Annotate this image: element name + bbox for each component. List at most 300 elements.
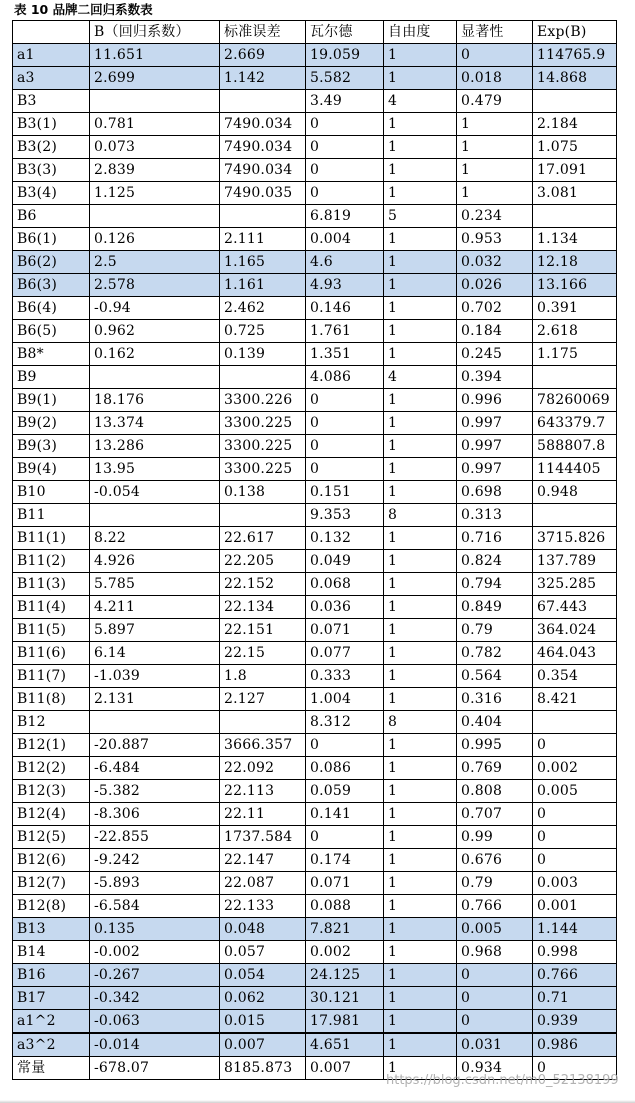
cell-standard-error: 3300.225 [220,458,306,481]
cell-exp-b: 588807.8 [533,435,617,458]
cell-wald: 0.049 [306,550,384,573]
table-row [13,320,617,343]
cell-exp-b: 78260069 [533,389,617,412]
table-row [13,504,617,527]
cell-coefficient: -0.002 [90,941,220,964]
cell-exp-b: 0 [533,849,617,872]
table-row [13,918,617,941]
cell-significance: 0.997 [457,435,533,458]
cell-wald: 0.007 [306,1057,384,1080]
cell-significance: 0 [457,1010,533,1034]
cell-df: 1 [384,688,457,711]
cell-variable: B11(4) [13,596,90,619]
cell-df: 1 [384,849,457,872]
cell-coefficient: 0.962 [90,320,220,343]
cell-exp-b: 17.091 [533,159,617,182]
cell-standard-error: 2.127 [220,688,306,711]
cell-coefficient: -5.893 [90,872,220,895]
cell-significance: 0.769 [457,757,533,780]
cell-standard-error: 2.111 [220,228,306,251]
table-row [13,757,617,780]
cell-df: 1 [384,803,457,826]
cell-variable: a1 [13,44,90,67]
header-variable [13,21,90,44]
cell-significance: 0.018 [457,67,533,90]
table-row [13,458,617,481]
cell-wald: 30.121 [306,987,384,1010]
cell-exp-b: 364.024 [533,619,617,642]
cell-standard-error: 3300.226 [220,389,306,412]
cell-df: 1 [384,297,457,320]
table-row [13,343,617,366]
cell-significance: 0.394 [457,366,533,389]
cell-standard-error: 0.054 [220,964,306,987]
cell-standard-error: 22.151 [220,619,306,642]
table-row [13,228,617,251]
watermark-text: https://blog.csdn.net/m0_52138199 [386,1073,619,1088]
table-row [13,987,617,1010]
cell-standard-error: 0.139 [220,343,306,366]
table-row [13,1033,617,1057]
cell-df: 1 [384,826,457,849]
cell-standard-error: 7490.034 [220,136,306,159]
cell-df: 1 [384,44,457,67]
table-row [13,1010,617,1034]
cell-standard-error: 1.8 [220,665,306,688]
cell-standard-error: 3666.357 [220,734,306,757]
table-row [13,366,617,389]
cell-coefficient: -1.039 [90,665,220,688]
cell-exp-b: 14.868 [533,67,617,90]
cell-variable: a1^2 [13,1010,90,1034]
cell-significance: 0.404 [457,711,533,734]
cell-exp-b: 0.001 [533,895,617,918]
cell-wald: 0 [306,159,384,182]
cell-coefficient: -678.07 [90,1057,220,1080]
cell-significance: 0.716 [457,527,533,550]
cell-standard-error [220,711,306,734]
cell-significance: 0.564 [457,665,533,688]
cell-coefficient: 13.374 [90,412,220,435]
cell-significance: 1 [457,113,533,136]
cell-standard-error: 2.669 [220,44,306,67]
table-row [13,941,617,964]
cell-wald: 0.151 [306,481,384,504]
table-row [13,412,617,435]
cell-coefficient: 0.073 [90,136,220,159]
cell-wald: 4.651 [306,1033,384,1057]
table-row [13,182,617,205]
cell-wald: 7.821 [306,918,384,941]
cell-coefficient: 4.211 [90,596,220,619]
cell-exp-b: 0.003 [533,872,617,895]
table-row [13,550,617,573]
cell-standard-error: 3300.225 [220,412,306,435]
cell-significance: 0.934 [457,1057,533,1080]
cell-wald: 19.059 [306,44,384,67]
cell-standard-error: 0.048 [220,918,306,941]
table-row [13,803,617,826]
cell-variable: B6(5) [13,320,90,343]
cell-coefficient: -0.267 [90,964,220,987]
cell-df: 1 [384,596,457,619]
cell-standard-error: 22.15 [220,642,306,665]
table-row [13,688,617,711]
cell-coefficient: -6.484 [90,757,220,780]
cell-exp-b [533,504,617,527]
cell-df: 1 [384,895,457,918]
cell-standard-error [220,205,306,228]
cell-standard-error: 0.057 [220,941,306,964]
cell-wald: 0.004 [306,228,384,251]
cell-coefficient [90,90,220,113]
cell-standard-error: 1.142 [220,67,306,90]
cell-exp-b: 0.998 [533,941,617,964]
header-standard-error: 标准误差 [220,21,306,44]
table-row [13,44,617,67]
cell-df: 1 [384,251,457,274]
cell-coefficient: 2.131 [90,688,220,711]
cell-exp-b: 1.075 [533,136,617,159]
table-row [13,872,617,895]
cell-exp-b: 3715.826 [533,527,617,550]
cell-standard-error: 2.462 [220,297,306,320]
cell-significance: 0.707 [457,803,533,826]
table-row [13,826,617,849]
cell-exp-b: 2.618 [533,320,617,343]
table-row [13,619,617,642]
table-row [13,527,617,550]
cell-df: 1 [384,527,457,550]
cell-variable: B12(3) [13,780,90,803]
cell-variable: B12(5) [13,826,90,849]
cell-coefficient: -6.584 [90,895,220,918]
cell-standard-error: 3300.225 [220,435,306,458]
cell-exp-b: 0 [533,826,617,849]
cell-variable: B12(8) [13,895,90,918]
table-row [13,573,617,596]
cell-df: 1 [384,481,457,504]
cell-standard-error: 7490.035 [220,182,306,205]
cell-wald: 0.088 [306,895,384,918]
cell-standard-error: 0.007 [220,1033,306,1057]
cell-significance: 0.698 [457,481,533,504]
cell-exp-b [533,205,617,228]
cell-variable: B11(2) [13,550,90,573]
cell-wald: 0.174 [306,849,384,872]
cell-variable: B14 [13,941,90,964]
cell-standard-error: 1.165 [220,251,306,274]
cell-significance: 0.968 [457,941,533,964]
cell-coefficient: 5.897 [90,619,220,642]
cell-standard-error: 22.152 [220,573,306,596]
cell-wald: 6.819 [306,205,384,228]
cell-significance: 0.997 [457,412,533,435]
table-body [13,44,617,1080]
cell-df: 1 [384,389,457,412]
cell-exp-b: 114765.9 [533,44,617,67]
cell-significance: 0.031 [457,1033,533,1057]
cell-coefficient: 18.176 [90,389,220,412]
table-row [13,251,617,274]
cell-wald: 8.312 [306,711,384,734]
cell-coefficient: 2.699 [90,67,220,90]
table-row [13,297,617,320]
cell-exp-b: 137.789 [533,550,617,573]
cell-variable: B3(3) [13,159,90,182]
cell-variable: B6 [13,205,90,228]
cell-df: 1 [384,1033,457,1057]
cell-df: 1 [384,343,457,366]
cell-standard-error: 7490.034 [220,113,306,136]
cell-coefficient: 0.162 [90,343,220,366]
cell-exp-b: 13.166 [533,274,617,297]
cell-standard-error: 1737.584 [220,826,306,849]
cell-variable: B16 [13,964,90,987]
cell-df: 1 [384,642,457,665]
cell-significance: 0.824 [457,550,533,573]
cell-coefficient: 2.5 [90,251,220,274]
cell-df: 1 [384,320,457,343]
cell-variable: B9(2) [13,412,90,435]
cell-df: 1 [384,182,457,205]
cell-coefficient: 2.839 [90,159,220,182]
cell-df: 1 [384,458,457,481]
cell-wald: 0.068 [306,573,384,596]
cell-significance: 0.026 [457,274,533,297]
cell-significance: 0.676 [457,849,533,872]
cell-exp-b: 0 [533,803,617,826]
cell-variable: B11 [13,504,90,527]
cell-wald: 0.077 [306,642,384,665]
cell-significance: 0.794 [457,573,533,596]
cell-coefficient: -0.342 [90,987,220,1010]
cell-coefficient: 11.651 [90,44,220,67]
header-df: 自由度 [384,21,457,44]
cell-standard-error: 22.113 [220,780,306,803]
cell-variable: B11(5) [13,619,90,642]
cell-exp-b: 12.18 [533,251,617,274]
cell-wald: 0.002 [306,941,384,964]
cell-variable: B13 [13,918,90,941]
cell-standard-error: 0.138 [220,481,306,504]
cell-significance: 0.316 [457,688,533,711]
cell-exp-b: 0.002 [533,757,617,780]
cell-variable: B3 [13,90,90,113]
cell-exp-b: 0.939 [533,1010,617,1034]
cell-wald: 0.146 [306,297,384,320]
cell-df: 1 [384,136,457,159]
cell-exp-b: 464.043 [533,642,617,665]
cell-wald: 0 [306,389,384,412]
cell-wald: 0 [306,182,384,205]
cell-df: 1 [384,872,457,895]
cell-coefficient: -5.382 [90,780,220,803]
cell-coefficient: -0.94 [90,297,220,320]
cell-wald: 5.582 [306,67,384,90]
cell-exp-b: 0 [533,734,617,757]
cell-wald: 0 [306,435,384,458]
header-wald: 瓦尔德 [306,21,384,44]
table-row [13,274,617,297]
cell-significance: 1 [457,136,533,159]
cell-coefficient: 13.95 [90,458,220,481]
cell-significance: 0.766 [457,895,533,918]
table-row [13,665,617,688]
cell-standard-error: 8185.873 [220,1057,306,1080]
cell-standard-error: 22.11 [220,803,306,826]
cell-exp-b: 0.354 [533,665,617,688]
table-row [13,113,617,136]
table-row [13,136,617,159]
table-row [13,734,617,757]
cell-coefficient: -9.242 [90,849,220,872]
cell-df: 1 [384,1010,457,1034]
table-row [13,481,617,504]
cell-exp-b: 1144405 [533,458,617,481]
cell-coefficient [90,366,220,389]
cell-standard-error: 22.617 [220,527,306,550]
cell-exp-b: 1.134 [533,228,617,251]
cell-wald: 1.761 [306,320,384,343]
cell-wald: 0.059 [306,780,384,803]
cell-df: 4 [384,90,457,113]
cell-standard-error: 1.161 [220,274,306,297]
cell-variable: B12(4) [13,803,90,826]
cell-wald: 0 [306,113,384,136]
table-row [13,205,617,228]
cell-df: 1 [384,228,457,251]
cell-coefficient: 8.22 [90,527,220,550]
cell-df: 1 [384,67,457,90]
cell-variable: B3(4) [13,182,90,205]
cell-significance: 0.245 [457,343,533,366]
cell-variable: B9 [13,366,90,389]
table-caption: 表 10 品牌二回归系数表 [14,2,153,17]
cell-wald: 0.086 [306,757,384,780]
table-row [13,895,617,918]
cell-significance: 0.996 [457,389,533,412]
cell-exp-b: 0.766 [533,964,617,987]
header-significance: 显著性 [457,21,533,44]
cell-df: 1 [384,550,457,573]
cell-coefficient: 4.926 [90,550,220,573]
cell-df: 1 [384,412,457,435]
cell-df: 4 [384,366,457,389]
table-row [13,67,617,90]
cell-exp-b: 0.391 [533,297,617,320]
cell-significance: 0.782 [457,642,533,665]
cell-variable: B12(1) [13,734,90,757]
cell-significance: 0.997 [457,458,533,481]
cell-wald: 1.351 [306,343,384,366]
cell-df: 1 [384,159,457,182]
cell-df: 1 [384,274,457,297]
cell-variable: B6(1) [13,228,90,251]
cell-variable: 常量 [13,1057,90,1080]
cell-wald: 0.071 [306,872,384,895]
cell-exp-b [533,711,617,734]
header-exp-b: Exp(B) [533,21,617,44]
cell-df: 8 [384,711,457,734]
cell-standard-error: 22.133 [220,895,306,918]
cell-wald: 17.981 [306,1010,384,1034]
table-header-row [13,21,617,44]
cell-significance: 0.808 [457,780,533,803]
cell-exp-b: 0.986 [533,1033,617,1057]
cell-variable: B8* [13,343,90,366]
cell-coefficient: -8.306 [90,803,220,826]
cell-coefficient [90,205,220,228]
cell-variable: B3(1) [13,113,90,136]
cell-coefficient: -0.063 [90,1010,220,1034]
cell-standard-error: 22.087 [220,872,306,895]
table-row [13,596,617,619]
cell-standard-error: 22.092 [220,757,306,780]
cell-coefficient: 0.781 [90,113,220,136]
cell-significance: 0.032 [457,251,533,274]
cell-df: 1 [384,987,457,1010]
cell-variable: B12(7) [13,872,90,895]
cell-wald: 0 [306,826,384,849]
cell-significance: 0.849 [457,596,533,619]
cell-wald: 4.93 [306,274,384,297]
cell-variable: B17 [13,987,90,1010]
cell-df: 5 [384,205,457,228]
cell-wald: 0.071 [306,619,384,642]
cell-exp-b [533,366,617,389]
table-row [13,435,617,458]
cell-exp-b: 2.184 [533,113,617,136]
cell-df: 1 [384,964,457,987]
cell-variable: a3^2 [13,1033,90,1057]
cell-standard-error [220,90,306,113]
cell-df: 1 [384,780,457,803]
table-row [13,159,617,182]
cell-df: 1 [384,619,457,642]
cell-exp-b: 0 [533,1057,617,1080]
cell-standard-error: 22.147 [220,849,306,872]
cell-standard-error [220,504,306,527]
cell-wald: 0.132 [306,527,384,550]
cell-significance: 0.702 [457,297,533,320]
cell-standard-error: 22.205 [220,550,306,573]
cell-wald: 0.333 [306,665,384,688]
cell-variable: B9(1) [13,389,90,412]
cell-exp-b: 0.005 [533,780,617,803]
cell-exp-b: 67.443 [533,596,617,619]
cell-variable: B9(4) [13,458,90,481]
cell-variable: B11(1) [13,527,90,550]
cell-standard-error [220,366,306,389]
cell-coefficient: -22.855 [90,826,220,849]
cell-significance: 0.184 [457,320,533,343]
cell-variable: B6(4) [13,297,90,320]
cell-significance: 0 [457,987,533,1010]
table-row [13,389,617,412]
table-row [13,964,617,987]
cell-coefficient [90,711,220,734]
cell-variable: B6(3) [13,274,90,297]
cell-coefficient: 1.125 [90,182,220,205]
cell-wald: 9.353 [306,504,384,527]
cell-significance: 1 [457,182,533,205]
cell-wald: 24.125 [306,964,384,987]
cell-variable: B11(6) [13,642,90,665]
cell-exp-b: 1.175 [533,343,617,366]
cell-df: 1 [384,113,457,136]
cell-wald: 0 [306,734,384,757]
